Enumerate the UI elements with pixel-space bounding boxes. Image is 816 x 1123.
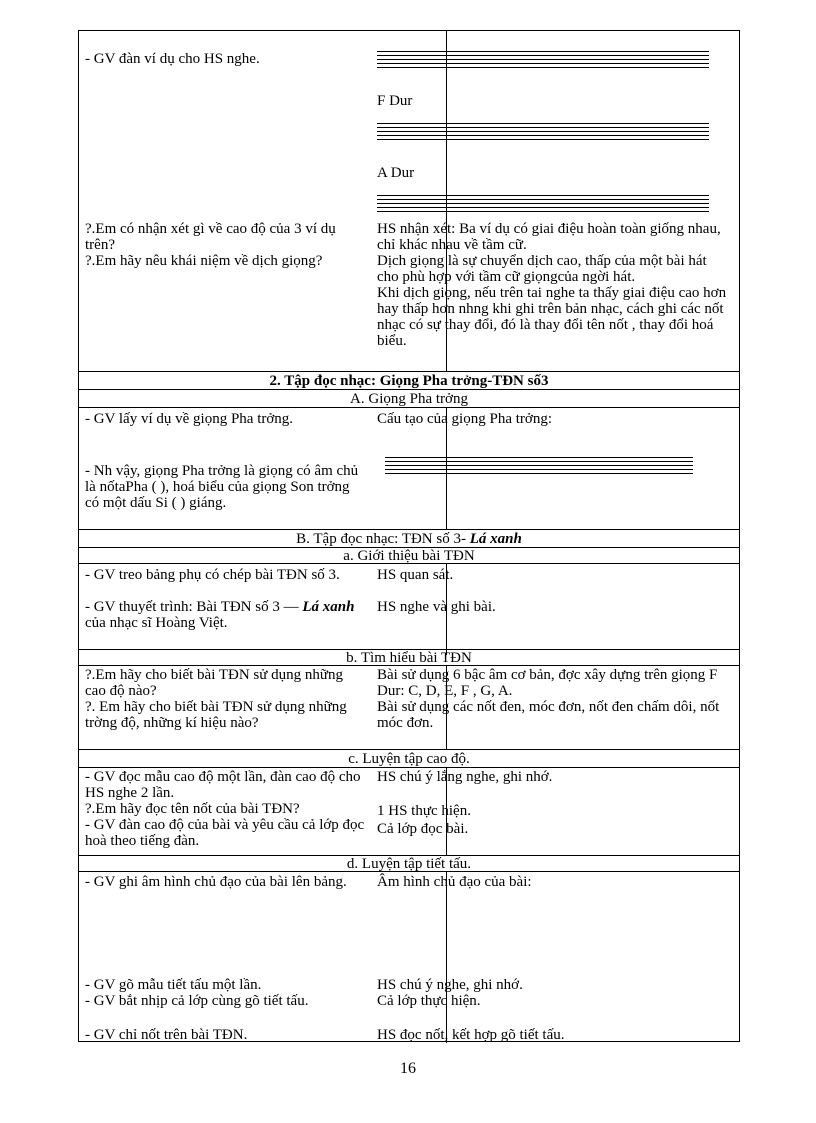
section-b-title [79,531,739,547]
gv-example-text: - GV đàn ví dụ cho HS nghe. [85,51,260,67]
music-staff [377,123,709,143]
gv-text: - GV treo bảng phụ có chép bài TĐN số 3. [85,567,340,583]
hs-text: Cả lớp đọc bài. [377,821,469,837]
row-divider [79,389,739,390]
sub-b-title: b. Tìm hiểu bài TĐN [346,650,472,666]
song-title: Lá xanh [302,599,355,615]
structure-label: Cấu tạo của giọng Pha trởng: [377,411,552,427]
section-2-title: 2. Tập đọc nhạc: Giọng Pha trởng-TĐN số3 [269,373,549,389]
a-dur-label: A Dur [377,165,415,181]
page-number: 16 [400,1060,416,1077]
gv-text: - GV ghi âm hình chủ đạo của bài lên bảng. [85,874,347,890]
gv-text: - GV chỉ nốt trên bài TĐN. [85,1027,248,1043]
song-title: Lá xanh [469,531,522,547]
row-divider [79,371,739,372]
hs-text: HS chú ý nghe, ghi nhớ. Cả lớp thực hiện. [377,977,523,1009]
gv-text-pre: - GV thuyết trình: Bài TĐN số 3 — [85,599,303,615]
answer-text: HS nhận xét: Ba ví dụ có giai điệu hoàn toàn giống nhau, chỉ khác nhau về tầm cữ. Dịch giọng là sự chuyển dịch cao, thấp của một bài hát cho phù hợp với tầm cữ giọngcủa ngời hát. Khi dịch giọng, nếu trên tai nghe ta thấy giai điệu cao hơn hay thấp hơn nhng khi ghi trên bản nhạc, cách ghi các nốt nhạc có sự thay đổi, đó là thay đổi tên nốt , thay đổi hoá biểu. [377,221,727,349]
section-b-prefix: B. Tập đọc nhạc: TĐN số 3- [296,531,470,547]
music-staff [377,195,709,215]
hs-text: HS quan sát. [377,567,454,583]
answer-text: Bài sử dụng 6 bậc âm cơ bản, đợc xây dựng trên giọng F Dur: C, D, E, F , G, A. Bài sử dụng các nốt đen, móc đơn, nốt đen chấm dôi, nốt móc đơn. [377,667,720,731]
sub-c-title: c. Luyện tập cao độ. [348,751,470,767]
lesson-table [78,30,740,1042]
explanation-text: - Nh vậy, giọng Pha trởng là giọng có âm chủ là nốtaPha ( ), hoá biểu của giọng Son trởng có một dấu Si ( ) giáng. [85,463,359,511]
sub-d-title: d. Luyện tập tiết tấu. [346,856,472,872]
gv-example-text: - GV lấy ví dụ về giọng Pha trởng. [85,411,294,427]
section-a-title: A. Giọng Pha trởng [350,391,468,407]
question-text: ?.Em hãy cho biết bài TĐN sử dụng những cao độ nào? ?. Em hãy cho biết bài TĐN sử dụng những trờng độ, những kí hiệu nào? [85,667,347,731]
sub-a-title: a. Giới thiệu bài TĐN [343,548,475,564]
music-staff [377,51,709,71]
row-divider [79,407,739,408]
hs-text: HS đọc nốt, kết hợp gõ tiết tấu. [377,1027,565,1043]
row-divider [79,767,739,768]
gv-text: - GV đọc mẫu cao độ một lần, đàn cao độ cho HS nghe 2 lần. ?.Em hãy đọc tên nốt của bài TĐN? - GV đàn cao độ của bài và yêu cầu cả lớp đọc hoà theo tiếng đàn. [85,769,365,849]
gv-text [85,599,365,631]
question-text: ?.Em có nhận xét gì về cao độ của 3 ví dụ trên? ?.Em hãy nêu khái niệm về dịch giọng? [85,221,336,269]
hs-text: HS chú ý lắng nghe, ghi nhớ. [377,769,553,785]
row-divider [79,749,739,750]
gv-text-post: của nhạc sĩ Hoàng Việt. [85,615,228,631]
hs-text: HS nghe và ghi bài. [377,599,496,615]
column-divider [446,871,447,1043]
hs-text: Âm hình chủ đạo của bài: [377,874,532,890]
music-staff [385,457,693,477]
hs-text: 1 HS thực hiện. [377,803,471,819]
gv-text: - GV gõ mẫu tiết tấu một lần. - GV bắt nhịp cả lớp cùng gõ tiết tấu. [85,977,309,1009]
row-divider [79,529,739,530]
f-dur-label: F Dur [377,93,413,109]
